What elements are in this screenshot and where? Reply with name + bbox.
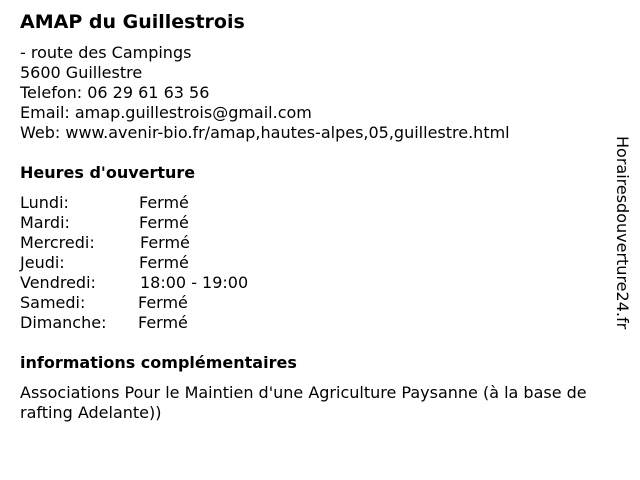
hours-row [20,193,600,213]
business-card [20,10,600,423]
hours-time: Fermé [140,233,190,252]
hours-row [20,233,600,253]
hours-time: Fermé [139,213,189,232]
hours-row [20,293,600,313]
hours-day: Lundi: [20,193,69,212]
hours-time: 18:00 - 19:00 [140,273,249,292]
hours-row [20,253,600,273]
hours-row [20,213,600,233]
hours-time: Fermé [139,253,189,272]
contact-block [20,43,600,143]
hours-day: Vendredi: [20,273,96,292]
info-description: Associations Pour le Maintien d'une Agriculture Paysanne (à la base de rafting Adelante)) [20,383,587,422]
hours-heading: Heures d'ouverture [20,163,196,182]
web-line: Web: www.avenir-bio.fr/amap,hautes-alpes,05,guillestre.html [20,123,510,142]
hours-table [20,193,600,333]
hours-time: Fermé [139,193,189,212]
address-line-1: - route des Campings [20,43,192,62]
hours-day: Dimanche: [20,313,107,332]
site-watermark [612,136,632,372]
address-line-2: 5600 Guillestre [20,63,143,82]
hours-row [20,273,600,293]
hours-day: Samedi: [20,293,86,312]
site-watermark-text: Horairesdouverture24.fr [613,136,632,330]
hours-time: Fermé [138,293,188,312]
email-line: Email: amap.guillestrois@gmail.com [20,103,312,122]
hours-day: Mardi: [20,213,70,232]
phone-line: Telefon: 06 29 61 63 56 [20,83,210,102]
business-name: AMAP du Guillestrois [20,11,245,33]
hours-time: Fermé [138,313,188,332]
hours-day: Mercredi: [20,233,95,252]
hours-day: Jeudi: [20,253,65,272]
info-heading: informations complémentaires [20,353,297,372]
hours-row [20,313,600,333]
